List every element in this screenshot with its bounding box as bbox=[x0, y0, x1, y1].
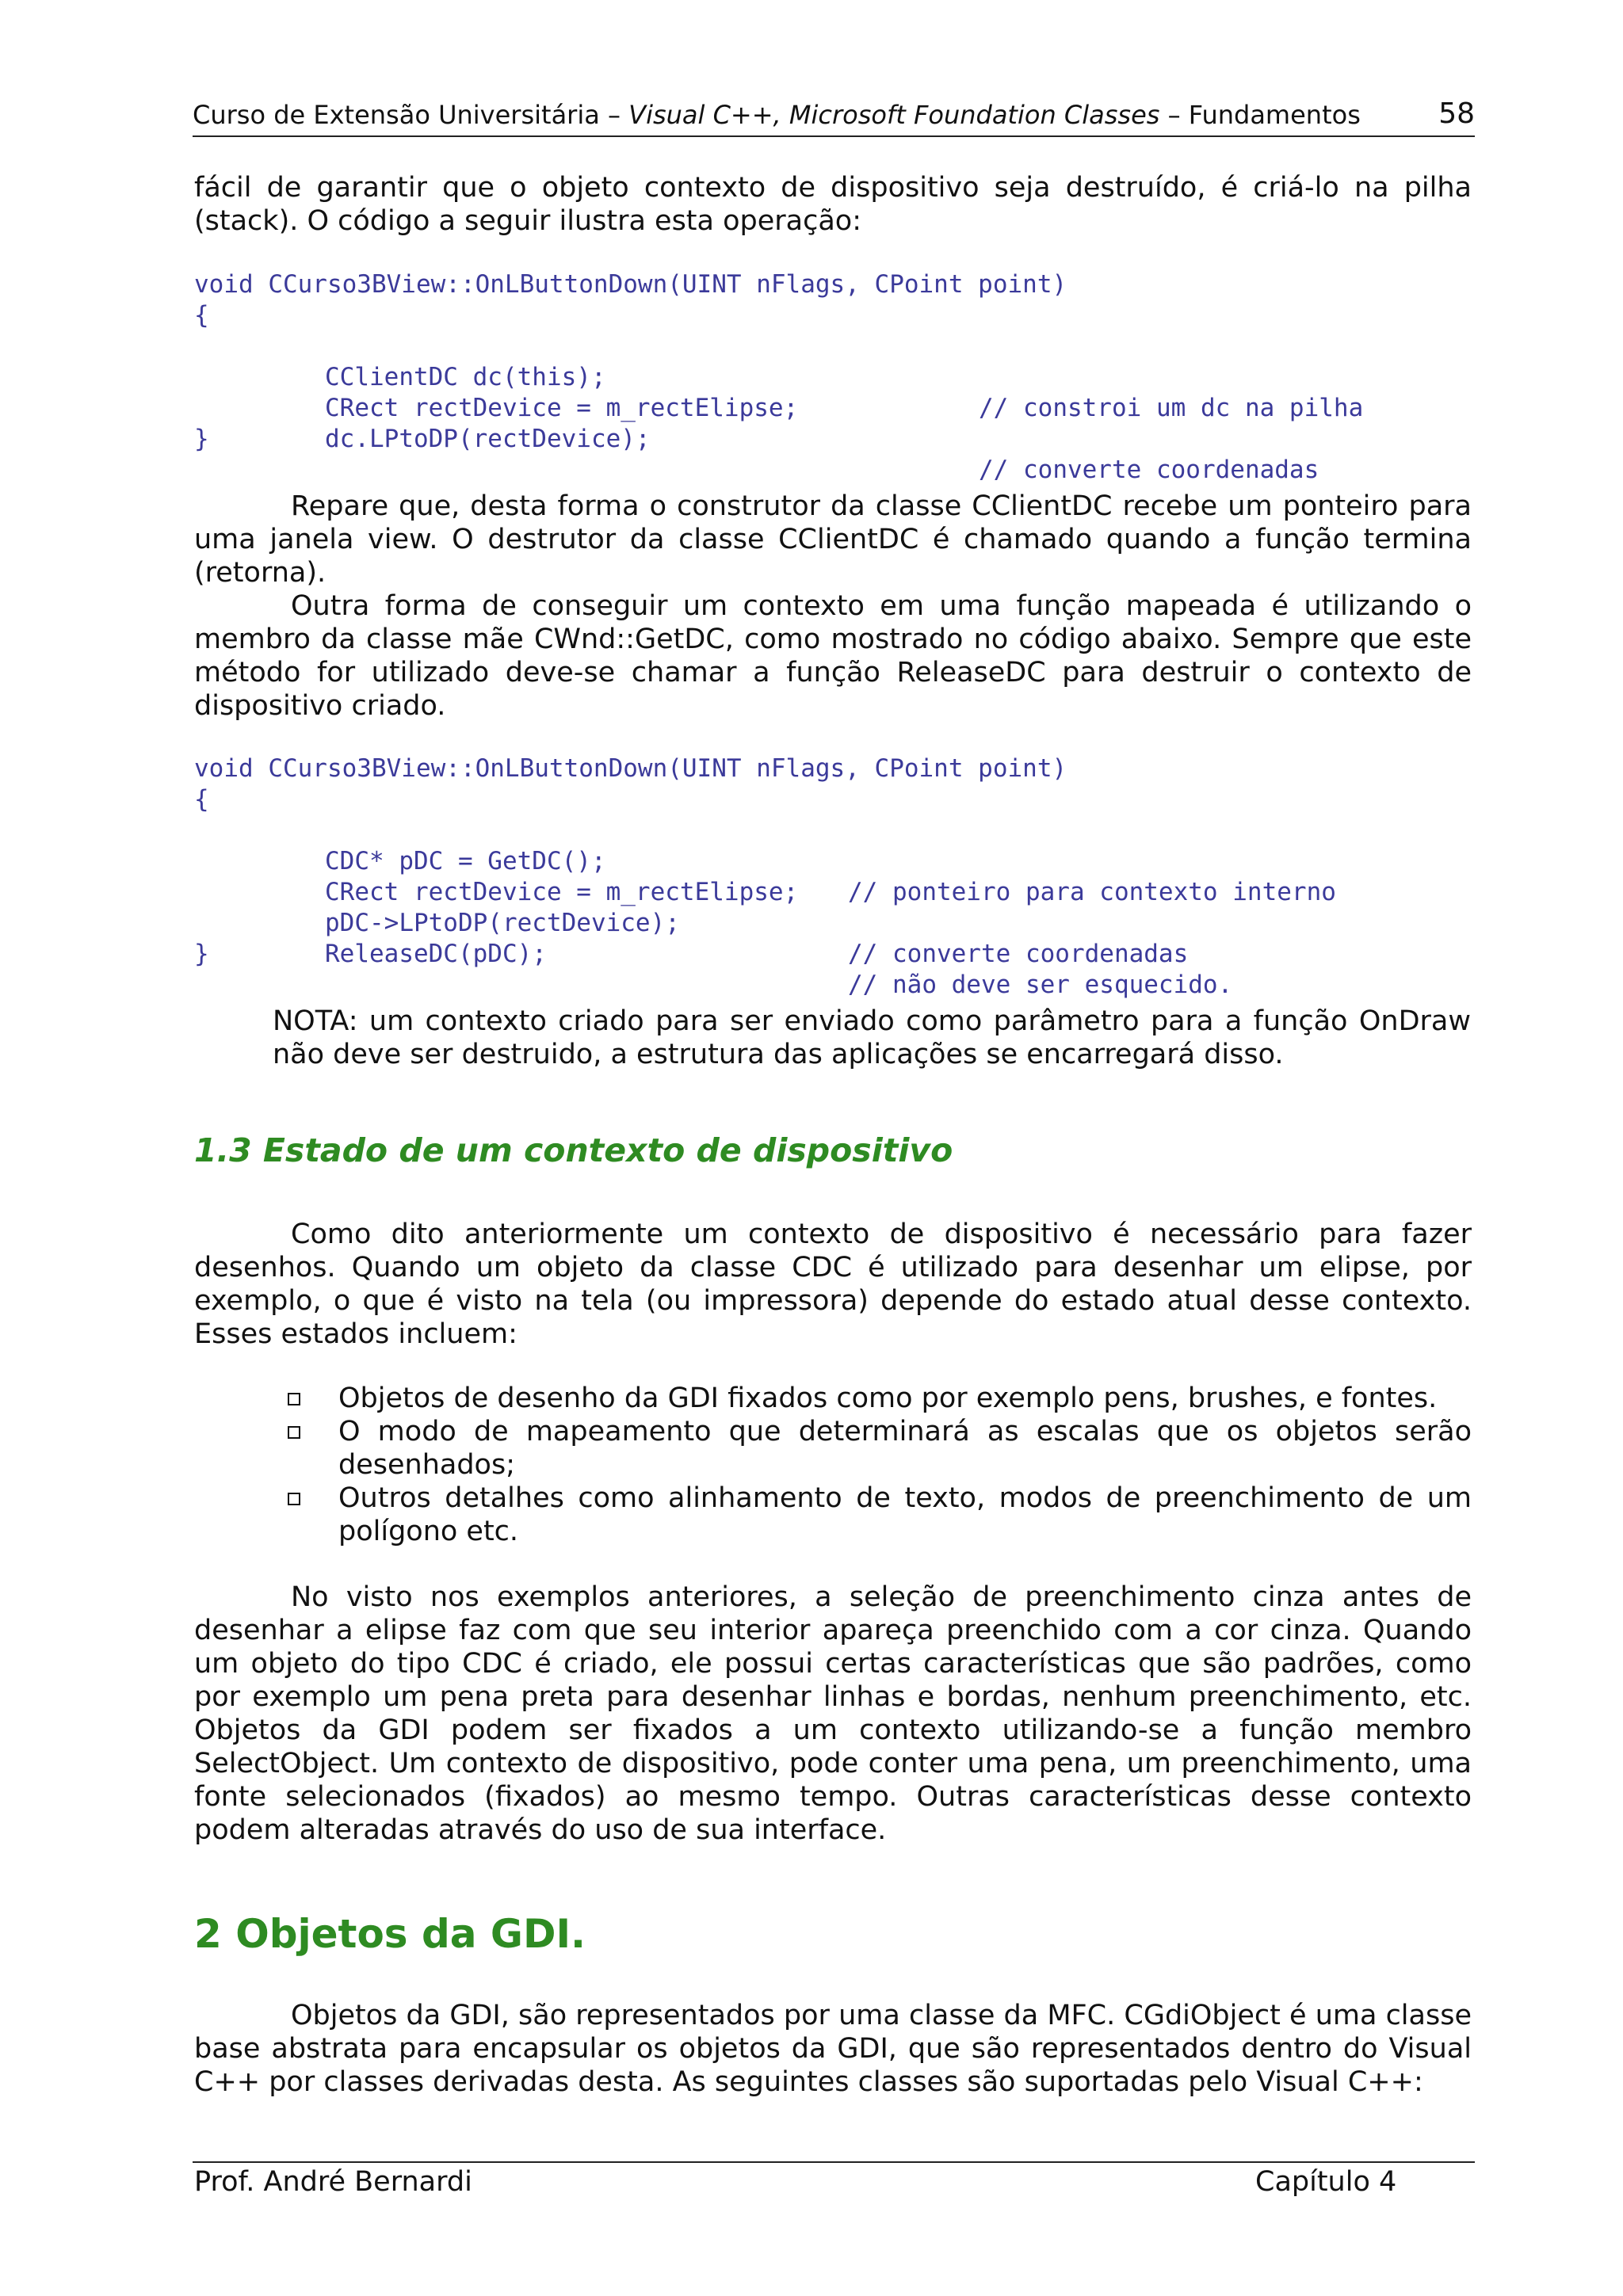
code-signature: void CCurso3BView::OnLButtonDown(UINT nFlags, CPoint point) bbox=[194, 270, 1067, 299]
paragraph-intro: fácil de garantir que o objeto contexto de dispositivo seja destruído, é criá-lo na pilha (stack). O código a seguir ilustra esta operação: bbox=[194, 172, 1472, 237]
running-title-subject: Visual C++, Microsoft Foundation Classes bbox=[628, 100, 1160, 130]
code-comment: // constroi um dc na pilha bbox=[979, 394, 1364, 422]
checkbox-bullet-icon bbox=[288, 1393, 300, 1405]
code-statement: CRect rectDevice = m_rectElipse; bbox=[325, 878, 799, 906]
section-heading-1-3: 1.3 Estado de um contexto de dispositivo bbox=[194, 1131, 953, 1169]
header-divider bbox=[193, 135, 1475, 137]
code-statement: ReleaseDC(pDC); bbox=[325, 940, 547, 968]
list-item bbox=[288, 1415, 1472, 1482]
list-item-text: O modo de mapeamento que determinará as escalas que os objetos serão desenhados; bbox=[338, 1416, 1472, 1481]
code-statement: pDC->LPtoDP(rectDevice); bbox=[325, 909, 680, 937]
code-comment: // ponteiro para contexto interno bbox=[848, 878, 1336, 906]
code-line bbox=[194, 393, 1472, 484]
running-title-topic: – Fundamentos bbox=[1159, 100, 1361, 130]
code-open-brace: { bbox=[194, 785, 209, 814]
code-comment: // converte coordenadas bbox=[979, 456, 1319, 484]
page-header bbox=[193, 97, 1475, 136]
code-comment: // converte coordenadas bbox=[848, 940, 1189, 968]
paragraph-select-object: No visto nos exemplos anteriores, a seleção de preenchimento cinza antes de desenhar a elipse faz com que seu interior apareça preenchido com a cor cinza. Quando um objeto do tipo CDC é criado, ele possui certas características que são padrões, como por exemplo um pena preta para desenhar linhas e bordas, nenhum preenchimento, etc. Objetos da GDI podem ser fixados a um contexto utilizando-se a função membro SelectObject. Um contexto de dispositivo, pode conter uma pena, um preenchimento, uma fonte selecionados (fixados) ao mesmo tempo. Outras características desse contexto podem alteradas através do uso de sua interface. bbox=[194, 1581, 1472, 1846]
code-open-brace: { bbox=[194, 301, 209, 330]
paragraph-gdi-objects: Objetos da GDI, são representados por uma classe da MFC. CGdiObject é uma classe base abstrata para encapsular os objetos da GDI, que são representados dentro do Visual C++ por classes derivadas desta. As seguintes classes são suportadas pelo Visual C++: bbox=[194, 2000, 1472, 2098]
note-paragraph: NOTA: um contexto criado para ser enviado como parâmetro para a função OnDraw não deve ser destruido, a estrutura das aplicações se encarregará disso. bbox=[273, 1005, 1471, 1070]
code-block-getdc bbox=[194, 753, 1472, 999]
code-statement: dc.LPtoDP(rectDevice); bbox=[325, 425, 651, 453]
list-item-text: Outros detalhes como alinhamento de texto, modos de preenchimento de um polígono etc. bbox=[338, 1482, 1472, 1547]
bullet-list bbox=[288, 1382, 1472, 1548]
paragraph-device-context-state: Como dito anteriormente um contexto de dispositivo é necessário para fazer desenhos. Quando um objeto da classe CDC é utilizado para desenhar um elipse, por exemplo, o que é visto na tela (ou impressora) depende do estado atual desse contexto. Esses estados incluem: bbox=[194, 1219, 1472, 1350]
paragraph-cclientdc-explanation: Repare que, desta forma o construtor da classe CClientDC recebe um ponteiro para uma janela view. O destrutor da classe CClientDC é chamado quando a função termina (retorna). bbox=[194, 490, 1472, 589]
code-statement: CRect rectDevice = m_rectElipse; bbox=[325, 394, 799, 422]
running-title bbox=[193, 100, 1361, 130]
code-signature: void CCurso3BView::OnLButtonDown(UINT nFlags, CPoint point) bbox=[194, 754, 1067, 783]
footer-author: Prof. André Bernardi bbox=[194, 2166, 472, 2198]
code-comment: // não deve ser esquecido. bbox=[848, 971, 1233, 999]
paragraph-getdc-explanation: Outra forma de conseguir um contexto em uma função mapeada é utilizando o membro da classe mãe CWnd::GetDC, como mostrado no código abaixo. Sempre que este método for utilizado deve-se chamar a função ReleaseDC para destruir o contexto de dispositivo criado. bbox=[194, 590, 1472, 722]
chapter-heading-2: 2 Objetos da GDI. bbox=[194, 1911, 586, 1957]
checkbox-bullet-icon bbox=[288, 1426, 300, 1439]
page-number: 58 bbox=[1438, 97, 1475, 130]
code-block-cclientdc bbox=[194, 269, 1472, 484]
footer-chapter: Capítulo 4 bbox=[1255, 2166, 1397, 2198]
list-item bbox=[288, 1382, 1472, 1415]
footer-divider bbox=[193, 2161, 1475, 2163]
code-close-brace: } bbox=[194, 940, 209, 968]
code-statement: CClientDC dc(this); bbox=[325, 363, 606, 391]
list-item-text: Objetos de desenho da GDI fixados como por exemplo pens, brushes, e fontes. bbox=[338, 1383, 1438, 1414]
code-close-brace: } bbox=[194, 425, 209, 453]
checkbox-bullet-icon bbox=[288, 1493, 300, 1505]
running-title-course: Curso de Extensão Universitária – bbox=[193, 100, 629, 130]
list-item bbox=[288, 1482, 1472, 1548]
code-statement: CDC* pDC = GetDC(); bbox=[325, 847, 606, 875]
